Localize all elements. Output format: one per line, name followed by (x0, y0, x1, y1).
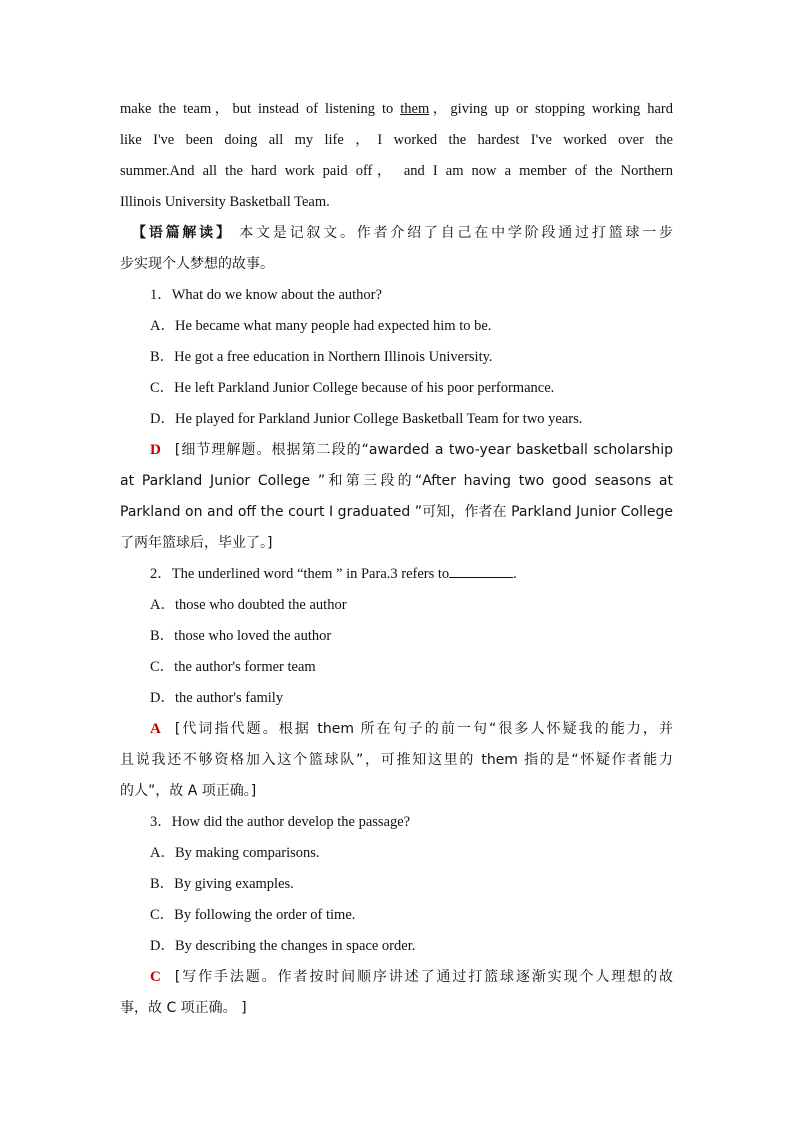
answer-option: C．the author's former team (150, 659, 316, 675)
answer-option: D．He played for Parkland Junior College Basketball Team for two years. (150, 411, 583, 427)
passage-line: Illinois University Basketball Team. (120, 194, 330, 210)
explanation-line (120, 466, 673, 497)
explanation-text: Parkland on and off the court I graduated ”可知，作者在 Parkland Junior College (120, 504, 673, 520)
passage-line: summer.And all the hard work paid off， and I am now a member of the Northern (120, 163, 673, 179)
answer-letter: C (150, 969, 161, 985)
analysis-text: 本文是记叙文。作者介绍了自己在中学阶段通过打篮球一步 (239, 225, 673, 241)
question-stem-text: 2．The underlined word “them ” in Para.3 refers to (150, 566, 450, 582)
explanation-text: 事，故 C 项正确。 ] (120, 1000, 247, 1016)
explanation-line (120, 745, 673, 776)
answer-option: A．those who doubted the author (150, 597, 347, 613)
answer-option: B．By giving examples. (150, 876, 294, 892)
analysis-text: 步实现个人梦想的故事。 (120, 256, 274, 272)
answer-option: D．the author's family (150, 690, 284, 706)
analysis-line (120, 249, 673, 280)
passage-text: ，giving up or stopping working hard (429, 101, 673, 117)
explanation-line (120, 435, 673, 466)
answer-letter: A (150, 721, 161, 737)
explanation-text: 的人”，故 A 项正确。] (120, 783, 257, 799)
answer-letter: D (150, 442, 161, 458)
explanation-line (120, 962, 673, 993)
explanation-text: [写作手法题。作者按时间顺序讲述了通过打篮球逐渐实现个人理想的故 (174, 969, 673, 985)
explanation-line (120, 528, 673, 559)
passage-line: like I've been doing all my life ，I worked the hardest I've worked over the (120, 132, 673, 148)
answer-option: A．He became what many people had expected him to be. (150, 318, 492, 334)
explanation-line (120, 714, 673, 745)
underlined-word-them: them (400, 101, 430, 117)
explanation-text: 且说我还不够资格加入这个篮球队”，可推知这里的 them 指的是“怀疑作者能力 (120, 752, 673, 768)
passage-line (120, 94, 673, 125)
answer-option: A．By making comparisons. (150, 845, 320, 861)
question-stem: 1．What do we know about the author? (150, 287, 382, 303)
answer-blank (449, 565, 513, 578)
answer-option: C．He left Parkland Junior College because of his poor performance. (150, 380, 555, 396)
document-page (120, 94, 673, 1024)
answer-option: B．those who loved the author (150, 628, 332, 644)
explanation-line (120, 497, 673, 528)
question-stem-text: . (513, 566, 517, 582)
explanation-text: at Parkland Junior College ”和第三段的“After having two good seasons at (120, 473, 673, 489)
passage-text: make the team，but instead of listening to (120, 101, 401, 117)
analysis-line (120, 218, 673, 249)
question-stem (120, 559, 673, 590)
answer-option: C．By following the order of time. (150, 907, 356, 923)
question-stem: 3．How did the author develop the passage? (150, 814, 411, 830)
explanation-line (120, 776, 673, 807)
explanation-text: 了两年篮球后，毕业了。] (120, 535, 273, 551)
answer-option: D．By describing the changes in space order. (150, 938, 416, 954)
explanation-text: [细节理解题。根据第二段的“awarded a two-year basketball scholarship (174, 442, 673, 458)
analysis-label: 【语篇解读】 (132, 225, 233, 241)
explanation-line (120, 993, 673, 1024)
explanation-text: [代词指代题。根据 them 所在句子的前一句“很多人怀疑我的能力，并 (174, 721, 673, 737)
answer-option: B．He got a free education in Northern Illinois University. (150, 349, 493, 365)
